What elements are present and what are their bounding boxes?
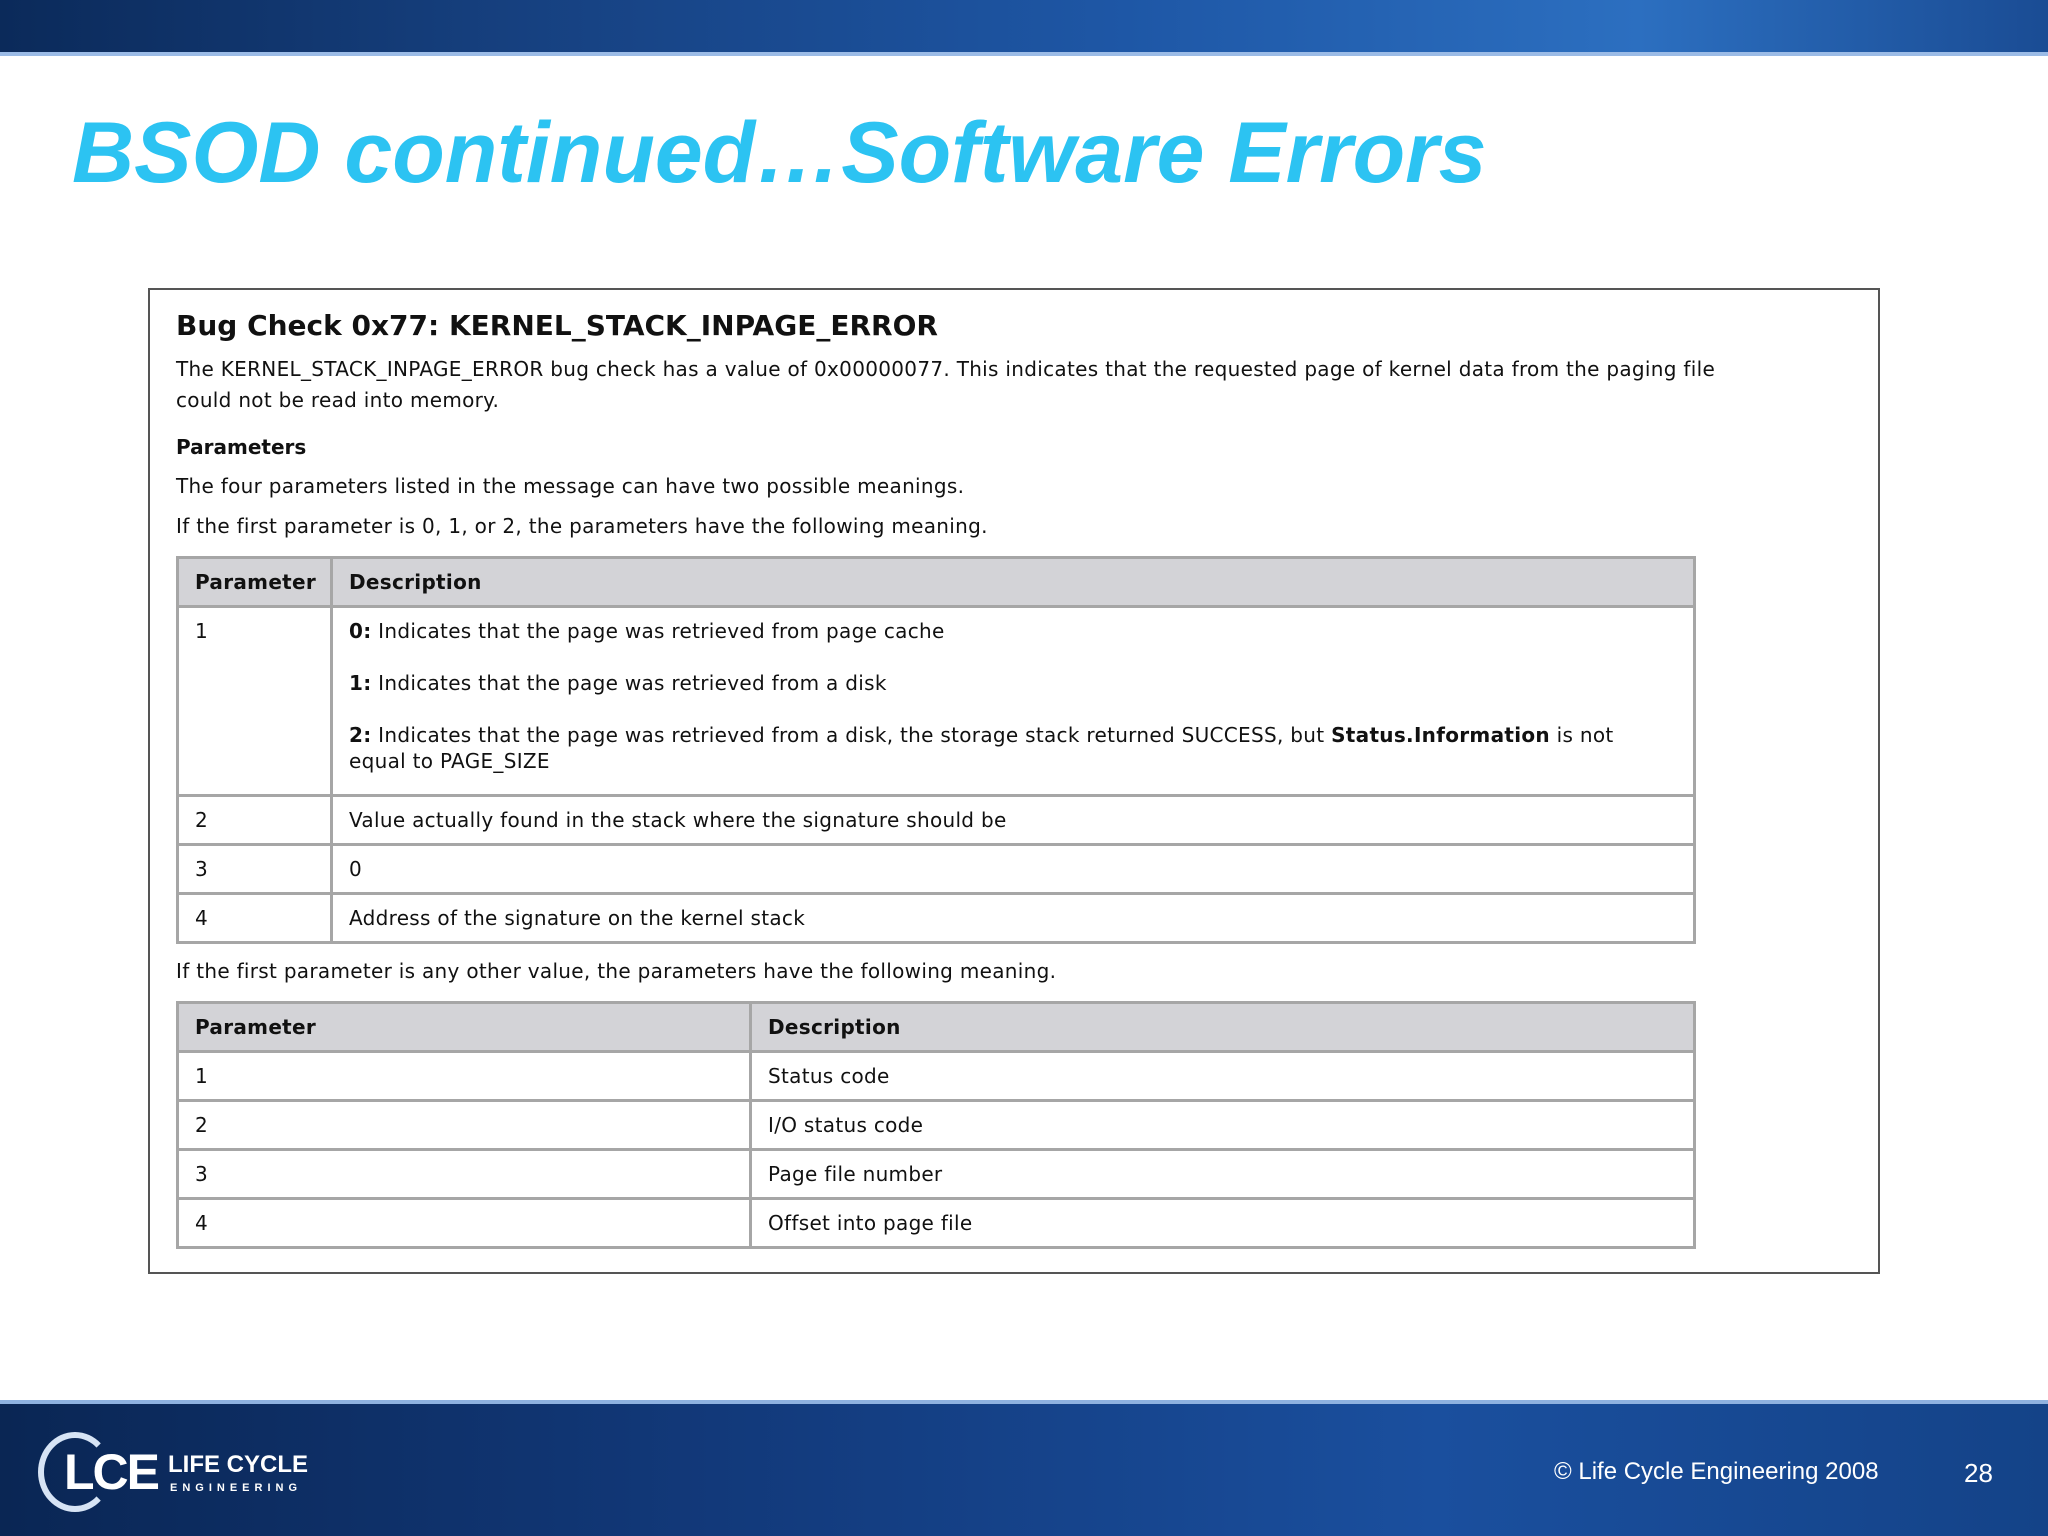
description-text-2b: is not equal to PAGE_SIZE bbox=[349, 723, 1614, 773]
copyright-notice: © Life Cycle Engineering 2008 bbox=[1554, 1458, 1879, 1485]
parameter-cell: 1 bbox=[178, 607, 332, 796]
logo-letters: LCE bbox=[64, 1444, 158, 1500]
first-param-012-text: If the first parameter is 0, 1, or 2, the parameters have the following meaning. bbox=[176, 514, 988, 538]
table-header-row bbox=[178, 558, 1695, 607]
status-information-term: Status.Information bbox=[1331, 723, 1550, 747]
table-row bbox=[178, 1101, 1695, 1150]
four-params-text: The four parameters listed in the message can have two possible meanings. bbox=[176, 474, 965, 498]
parameters-table-2 bbox=[176, 1001, 1696, 1249]
description-cell: Status code bbox=[751, 1052, 1695, 1101]
logo-company-subname: ENGINEERING bbox=[170, 1482, 303, 1494]
table-row bbox=[178, 607, 1695, 796]
description-line-0 bbox=[349, 618, 1677, 644]
description-line-1 bbox=[349, 670, 1677, 696]
description-label-1: 1: bbox=[349, 671, 372, 695]
bug-check-document-screenshot bbox=[148, 288, 1880, 1274]
intro-text-line-2: could not be read into memory. bbox=[176, 388, 500, 412]
parameters-table-1 bbox=[176, 556, 1696, 944]
page-number: 28 bbox=[1964, 1458, 1993, 1488]
description-text-1: Indicates that the page was retrieved from a disk bbox=[371, 671, 887, 695]
bug-check-title: Bug Check 0x77: KERNEL_STACK_INPAGE_ERROR bbox=[176, 309, 938, 342]
document-content bbox=[176, 304, 1866, 1249]
description-cell: Offset into page file bbox=[751, 1199, 1695, 1248]
description-cell bbox=[332, 607, 1695, 796]
intro-text-line-1: The KERNEL_STACK_INPAGE_ERROR bug check has a value of 0x00000077. This indicates that the requested page of kernel data from the paging file bbox=[176, 357, 1716, 381]
parameters-heading: Parameters bbox=[176, 435, 307, 459]
description-cell: Value actually found in the stack where the signature should be bbox=[332, 796, 1695, 845]
description-line-2 bbox=[349, 722, 1677, 774]
parameter-cell: 2 bbox=[178, 796, 332, 845]
table-row bbox=[178, 796, 1695, 845]
description-text-0: Indicates that the page was retrieved from page cache bbox=[371, 619, 945, 643]
description-label-0: 0: bbox=[349, 619, 372, 643]
description-label-2: 2: bbox=[349, 723, 372, 747]
other-value-text: If the first parameter is any other value, the parameters have the following meaning. bbox=[176, 959, 1057, 983]
parameter-cell: 1 bbox=[178, 1052, 751, 1101]
column-header-parameter: Parameter bbox=[178, 1003, 751, 1052]
column-header-description: Description bbox=[332, 558, 1695, 607]
parameter-cell: 4 bbox=[178, 1199, 751, 1248]
parameter-cell: 3 bbox=[178, 845, 332, 894]
top-banner bbox=[0, 0, 2048, 56]
table-row bbox=[178, 1150, 1695, 1199]
table-row bbox=[178, 845, 1695, 894]
description-cell: Address of the signature on the kernel stack bbox=[332, 894, 1695, 943]
logo-company-name: LIFE CYCLE bbox=[168, 1451, 309, 1478]
slide-title: BSOD continued…Software Errors bbox=[72, 105, 1487, 201]
column-header-description: Description bbox=[751, 1003, 1695, 1052]
description-cell: 0 bbox=[332, 845, 1695, 894]
parameter-cell: 4 bbox=[178, 894, 332, 943]
company-logo bbox=[38, 1432, 328, 1512]
column-header-parameter: Parameter bbox=[178, 558, 332, 607]
description-cell: I/O status code bbox=[751, 1101, 1695, 1150]
description-text-2a: Indicates that the page was retrieved from a disk, the storage stack returned SUCCESS, but bbox=[371, 723, 1332, 747]
table-header-row bbox=[178, 1003, 1695, 1052]
table-row bbox=[178, 894, 1695, 943]
description-cell: Page file number bbox=[751, 1150, 1695, 1199]
table-row bbox=[178, 1199, 1695, 1248]
table-row bbox=[178, 1052, 1695, 1101]
parameter-cell: 3 bbox=[178, 1150, 751, 1199]
parameter-cell: 2 bbox=[178, 1101, 751, 1150]
